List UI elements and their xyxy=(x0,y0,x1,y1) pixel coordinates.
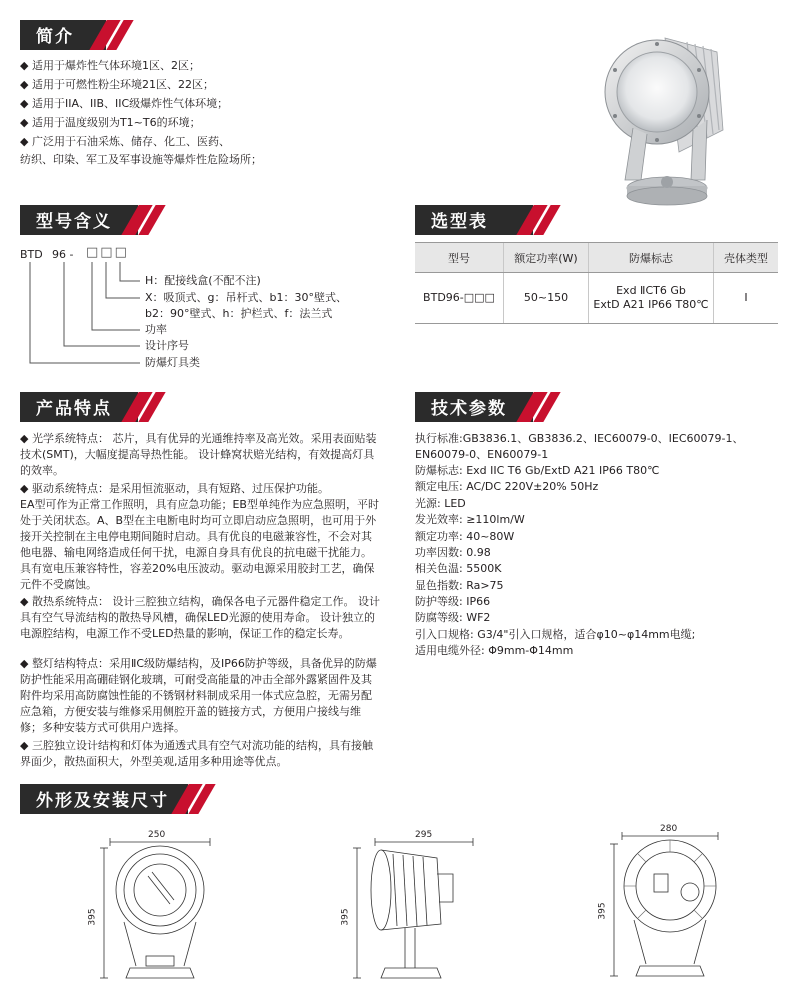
feature-paragraph: ◆ 三腔独立设计结构和灯体为通透式具有空气对流功能的结构，具有接触界面少，散热面积大，外型美观,适用多种用途等优点。 xyxy=(20,739,373,769)
dimension-drawing-side xyxy=(340,828,485,988)
table-header-row xyxy=(415,243,778,273)
section-title: 技术参数 xyxy=(431,399,507,419)
tech-param: 功率因数: 0.98 xyxy=(415,546,491,559)
model-code-number: 96 - xyxy=(52,248,74,261)
cell-power: 50~150 xyxy=(504,273,589,324)
tech-param: EN60079-0、EN60079-1 xyxy=(415,448,549,461)
tech-param: 防护等级: IP66 xyxy=(415,595,491,608)
column-header: 壳体类型 xyxy=(714,243,779,273)
drawing-rear-lines xyxy=(597,822,740,988)
dim-width: 250 xyxy=(148,830,166,840)
intro-item: ◆ 适用于温度级别为T1~T6的环境； xyxy=(20,116,201,129)
model-code-line: X：吸顶式、g：吊杆式、b1：30°壁式、 xyxy=(145,291,347,304)
tech-param: 发光效率: ≥110lm/W xyxy=(415,513,525,526)
intro-item: 纺织、印染、军工及军事设施等爆炸性危险场所； xyxy=(20,153,262,166)
model-code-connectors xyxy=(0,0,160,380)
intro-item: ◆ 广泛用于石油采炼、储存、化工、医药、 xyxy=(20,135,230,148)
model-code-line: H：配接线盒(不配不注) xyxy=(145,274,261,287)
tech-param: 防腐等级: WF2 xyxy=(415,611,491,624)
section-header-dimensions xyxy=(20,784,210,814)
feature-paragraph: ◆ 散热系统特点： 设计三腔独立结构，确保各电子元器件稳定工作。 设计具有空气导流结构的散热导风槽，确保LED光源的使用寿命。 设计独立的电源腔结构，电源工作不受LED热量的影响，保证工作的稳定长寿。 xyxy=(20,595,380,641)
dim-height: 395 xyxy=(340,908,351,926)
tech-param: 相关色温: 5500K xyxy=(415,562,502,575)
model-code-line: 防爆灯具类 xyxy=(145,356,200,369)
model-prefix: BTD xyxy=(20,248,43,261)
tech-param: 额定电压: AC/DC 220V±20% 50Hz xyxy=(415,480,599,493)
section-title: 选型表 xyxy=(431,212,488,232)
section-title: 型号含义 xyxy=(36,212,112,232)
dim-width: 280 xyxy=(660,824,678,834)
tech-param: 额定功率: 40~80W xyxy=(415,530,515,543)
dim-width: 295 xyxy=(415,830,433,840)
section-title: 外形及安装尺寸 xyxy=(36,791,169,811)
dim-height: 395 xyxy=(87,908,98,926)
feature-paragraph: ◆ 驱动系统特点：是采用恒流驱动，具有短路、过压保护功能。 xyxy=(20,482,329,495)
column-header: 额定功率(W) xyxy=(504,243,589,273)
intro-item: ◆ 适用于爆炸性气体环境1区、2区； xyxy=(20,59,200,72)
dimension-drawing-front xyxy=(87,828,230,988)
feature-paragraph: EA型可作为正常工作照明，具有应急功能；EB型单纯作为应急照明，平时处于关闭状态。A、B型在主电断电时均可立即启动应急照明，也可用于外接开关控制在主电停电期间随时启动。具有优良的电磁兼容性，不会对其他电器、输电网络造成任何干扰，电源自身具有优良的抗电磁干扰能力。具有宽电压兼容特性，容差20%电压波动。驱动电源采用胶封工艺，确保元件不受腐蚀。 xyxy=(20,498,379,592)
cell-shell: Ⅰ xyxy=(714,273,779,324)
section-header-tech xyxy=(415,392,555,422)
section-title: 简介 xyxy=(36,27,74,47)
cell-mark xyxy=(589,273,714,324)
feature-paragraph: ◆ 光学系统特点： 芯片，具有优异的光通维持率及高光效。采用表面贴装技术(SMT)，大幅度提高导热性能。 设计蜂窝状赔光结构，有效提高灯具的效率。 xyxy=(20,432,377,478)
column-header: 型号 xyxy=(415,243,504,273)
table-row xyxy=(415,273,778,324)
section-header-selection xyxy=(415,205,555,235)
model-code-boxes: □□□ xyxy=(86,245,129,260)
intro-item: ◆ 适用于可燃性粉尘环境21区、22区； xyxy=(20,78,214,91)
model-code-line: 设计序号 xyxy=(145,339,189,352)
dimension-drawing-rear xyxy=(597,822,740,988)
cell-model: BTD96-□□□ xyxy=(415,273,504,324)
cell-mark-line1: Exd ⅡCT6 Gb xyxy=(616,284,686,297)
product-photo xyxy=(595,30,755,210)
tech-param: 引入口规格: G3/4"引入口规格，适合φ10~φ14mm电缆; xyxy=(415,628,696,641)
dim-height: 395 xyxy=(597,902,608,920)
intro-item: ◆ 适用于IIA、IIB、IIC级爆炸性气体环境； xyxy=(20,97,229,110)
cell-mark-line2: ExtD A21 IP66 T80℃ xyxy=(593,298,709,311)
model-code-line: b2：90°壁式、h：护栏式、f：法兰式 xyxy=(145,307,333,320)
drawing-side-lines xyxy=(345,828,485,988)
selection-table xyxy=(415,242,778,324)
tech-param: 显色指数: Ra>75 xyxy=(415,579,504,592)
section-title: 产品特点 xyxy=(36,399,112,419)
section-header-features xyxy=(20,392,160,422)
drawing-front-lines xyxy=(87,828,230,988)
model-code-line: 功率 xyxy=(145,323,167,336)
tech-param: 执行标准:GB3836.1、GB3836.2、IEC60079-0、IEC60079-1、 xyxy=(415,432,744,445)
tech-param: 防爆标志: Exd IIC T6 Gb/ExtD A21 IP66 T80℃ xyxy=(415,464,660,477)
feature-paragraph: ◆ 整灯结构特点：采用ⅡC级防爆结构，及IP66防护等级，具备优异的防爆防护性能采用高硼硅钢化玻璃，可耐受高能量的冲击全部外露紧固件及其附件均采用高防腐蚀性能的不锈钢材料制成采用一体式应急腔，无需另配应急箱，方便安装与维修采用侧腔开盖的链接方式，方便用户接线与维修；多种安装方式可供用户选择。 xyxy=(20,657,377,735)
column-header: 防爆标志 xyxy=(589,243,714,273)
tech-param: 适用电缆外径: Φ9mm-Φ14mm xyxy=(415,644,574,657)
tech-param: 光源: LED xyxy=(415,497,466,510)
